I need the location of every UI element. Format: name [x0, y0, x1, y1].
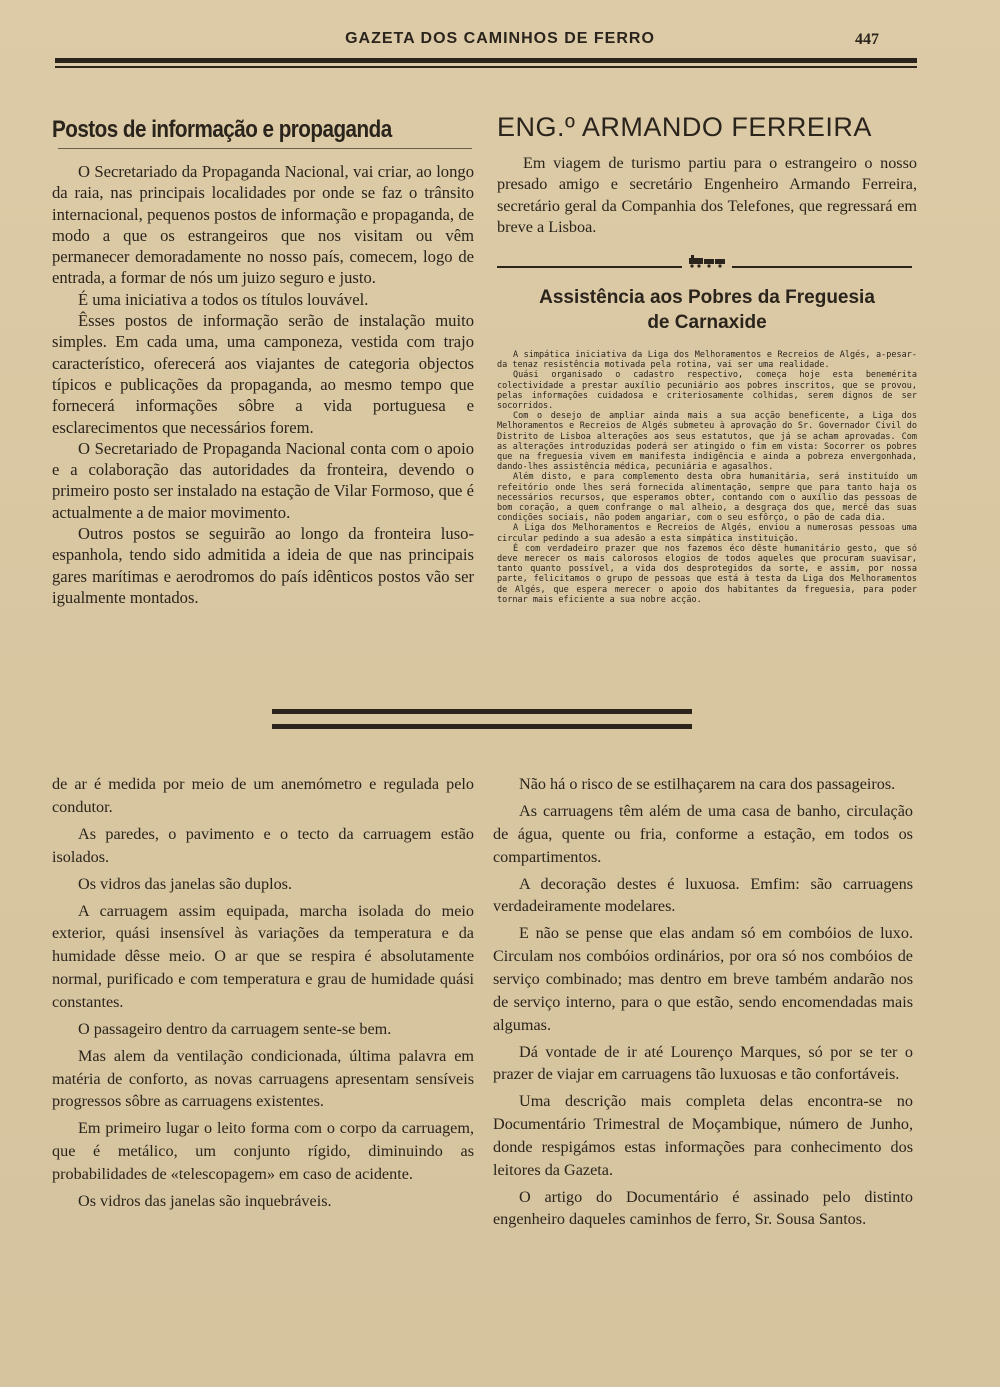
paragraph: E não se pense que elas andam só em combóios de luxo. Circulam nos combóios ordinários, por ora só nos combóios de serviço combinado; mas dentro em breve também andarão nos de serviço interno, para o que estão, sendo encomendadas mais algumas. [493, 924, 913, 1034]
paragraph: É com verdadeiro prazer que nos fazemos éco dêste humanitário gesto, que só deve merecer os mais calorosos elogios de todos aqueles que procuram suavisar, tanto quanto possível, a vida dos desprotegidos da sorte, e assim, por nossa parte, felicitamos o grupo de pessoas que está à testa da Liga dos Melhoramentos de Algés, que espera merecer o apoio dos habitantes da freguesia, para poder tornar mais eficiente a sua nobre acção. [497, 543, 917, 605]
paragraph: Dá vontade de ir até Lourenço Marques, só por se ter o prazer de viajar em carruagens tão luxuosas e tão confortáveis. [493, 1042, 913, 1084]
masthead-title: GAZETA DOS CAMINHOS DE FERRO [345, 30, 655, 47]
assist-title-line-2: de Carnaxide [647, 312, 767, 333]
assist-title-line-1: Assistência aos Pobres da Freguesia [539, 287, 875, 308]
paragraph: As carruagens têm além de uma casa de banho, circulação de água, quente ou fria, conforme a estação, em todos os compartimentos. [493, 801, 913, 866]
train-icon [687, 254, 727, 268]
paragraph: Além disto, e para complemento desta obra humanitária, será instituído um refeitório onde lhes será fornecida alimentação, sempre que para tanto haja os necessários recursos, que esperamos obter, contando com o auxílio das pessoas de bom coração, a quem confrange o mal alheio, a desgraça dos que, mercê das suas condições sociais, não podem angariar, com o seu esfôrço, o pão de cada dia. [497, 472, 917, 524]
header-rule-thick [55, 58, 917, 63]
middle-rule-bottom [272, 724, 692, 729]
paragraph: Quási organisado o cadastro respectivo, começa hoje esta benemérita colectividade a prestar auxílio pecuniário aos pobres inscritos, que se provou, pelas informações cuidadosa e criteriosamente colhidas, serem dignos de ser socorridos. [497, 370, 917, 412]
paragraph: O Secretariado da Propaganda Nacional, vai criar, ao longo da raia, nas principais localidades por onde se faz o trânsito internacional, pequenos postos de informação e propaganda, de modo a que os estrangeiros que nos visitam ou vêm permanecer demoradamente no nosso país, comecem, logo de entrada, a formar de nós um juizo seguro e justo. [52, 162, 474, 288]
paragraph: O passageiro dentro da carruagem sente-se bem. [78, 1019, 392, 1038]
paragraph: Êsses postos de informação serão de instalação muito simples. Em cada uma, uma camponeza, vestida com trajo característico, oferecerá aos viajantes de categoria objectos típicos e publicações da propaganda, ao mesmo tempo que fornecerá informações sôbre a vida portuguesa e esclarecimentos que necessários forem. [52, 311, 474, 437]
separator-rule-left [497, 266, 682, 268]
assist-article-body [497, 350, 917, 605]
assist-article-title [497, 285, 917, 335]
page-number: 447 [855, 31, 879, 48]
left-article-body [52, 161, 474, 608]
separator-rule-right [732, 266, 912, 268]
paragraph: A simpática iniciativa da Liga dos Melhoramentos e Recreios de Algés, a-pesar-da tenaz resistência motivada pela rotina, vai ser uma realidade. [497, 350, 917, 371]
paragraph: Uma descrição mais completa delas encontra-se no Documentário Trimestral de Moçambique, número de Junho, donde respigámos estas informações para conhecimento dos leitores da Gazeta. [493, 1092, 913, 1179]
paragraph: As paredes, o pavimento e o tecto da carruagem estão isolados. [52, 824, 474, 866]
middle-rule-top [272, 709, 692, 714]
paragraph: Os vidros das janelas são duplos. [78, 874, 293, 893]
paragraph: Em primeiro lugar o leito forma com o corpo da carruagem, que é metálico, um conjunto rígido, diminuindo as probabilidades de «telescopagem» em caso de acidente. [52, 1119, 474, 1183]
bottom-left-column [52, 773, 474, 1217]
right-article-title: ENG.º ARMANDO FERREIRA [497, 112, 872, 142]
right-article-body [497, 153, 917, 238]
paragraph: O artigo do Documentário é assinado pelo distinto engenheiro daqueles caminhos de ferro, Sr. Sousa Santos. [493, 1187, 913, 1229]
paragraph: A decoração destes é luxuosa. Emfim: são carruagens verdadeiramente modelares. [493, 874, 913, 916]
paragraph: Outros postos se seguirão ao longo da fronteira luso-espanhola, tendo sido admitida a ideia de que nas principais gares marítimas e aerodromos do país idênticos postos vão ser igualmente montados. [52, 524, 474, 607]
paragraph: O Secretariado de Propaganda Nacional conta com o apoio e a colaboração das autoridades da fronteira, devendo o primeiro posto ser instalado na estação de Vilar Formoso, que é actualmente a de maior movimento. [52, 438, 474, 522]
paragraph: Os vidros das janelas são inquebráveis. [78, 1191, 332, 1210]
paragraph: de ar é medida por meio de um anemómetro e regulada pelo condutor. [52, 775, 474, 816]
paragraph: Com o desejo de ampliar ainda mais a sua acção beneficente, a Liga dos Melhoramentos e Recreios de Algés submeteu à aprovação do Sr. Governador Civil do Distrito de Lisboa alterações aos seus estatutos, que já se acham aprovadas. Com as alterações introduzidas poderá ser atingido o fim em vista: Socorrer os pobres que na freguesia vivem em manifesta indigência e ainda a pobreza envergonhada, dando-lhes assistência médica, pecuniária e agasalhos. [497, 411, 917, 473]
header-rule-thin [55, 66, 917, 68]
bottom-right-column [493, 773, 913, 1235]
paragraph: A Liga dos Melhoramentos e Recreios de Algés, enviou a numerosas pessoas uma circular pedindo a sua adesão a esta simpática instituição. [497, 523, 917, 544]
paragraph: Mas alem da ventilação condicionada, última palavra em matéria de conforto, as novas carruagens apresentam sensíveis progressos sôbre as carruagens existentes. [52, 1046, 474, 1111]
paragraph: É uma iniciativa a todos os títulos louvável. [78, 289, 369, 309]
paragraph: Não há o risco de se estilhaçarem na cara dos passageiros. [519, 775, 896, 793]
paragraph: A carruagem assim equipada, marcha isolada do meio exterior, quási insensível às variações da temperatura e da humidade dêsse meio. O ar que se respira é absolutamente normal, purificado e com temperatura e grau de humidade quási constantes. [52, 901, 474, 1011]
left-title-rule [58, 148, 472, 149]
paragraph: Em viagem de turismo partiu para o estrangeiro o nosso presado amigo e secretário Engenheiro Armando Ferreira, secretário geral da Companhia dos Telefones, que regressará em breve a Lisboa. [497, 154, 917, 236]
left-article-title: Postos de informação e propaganda [52, 116, 392, 143]
